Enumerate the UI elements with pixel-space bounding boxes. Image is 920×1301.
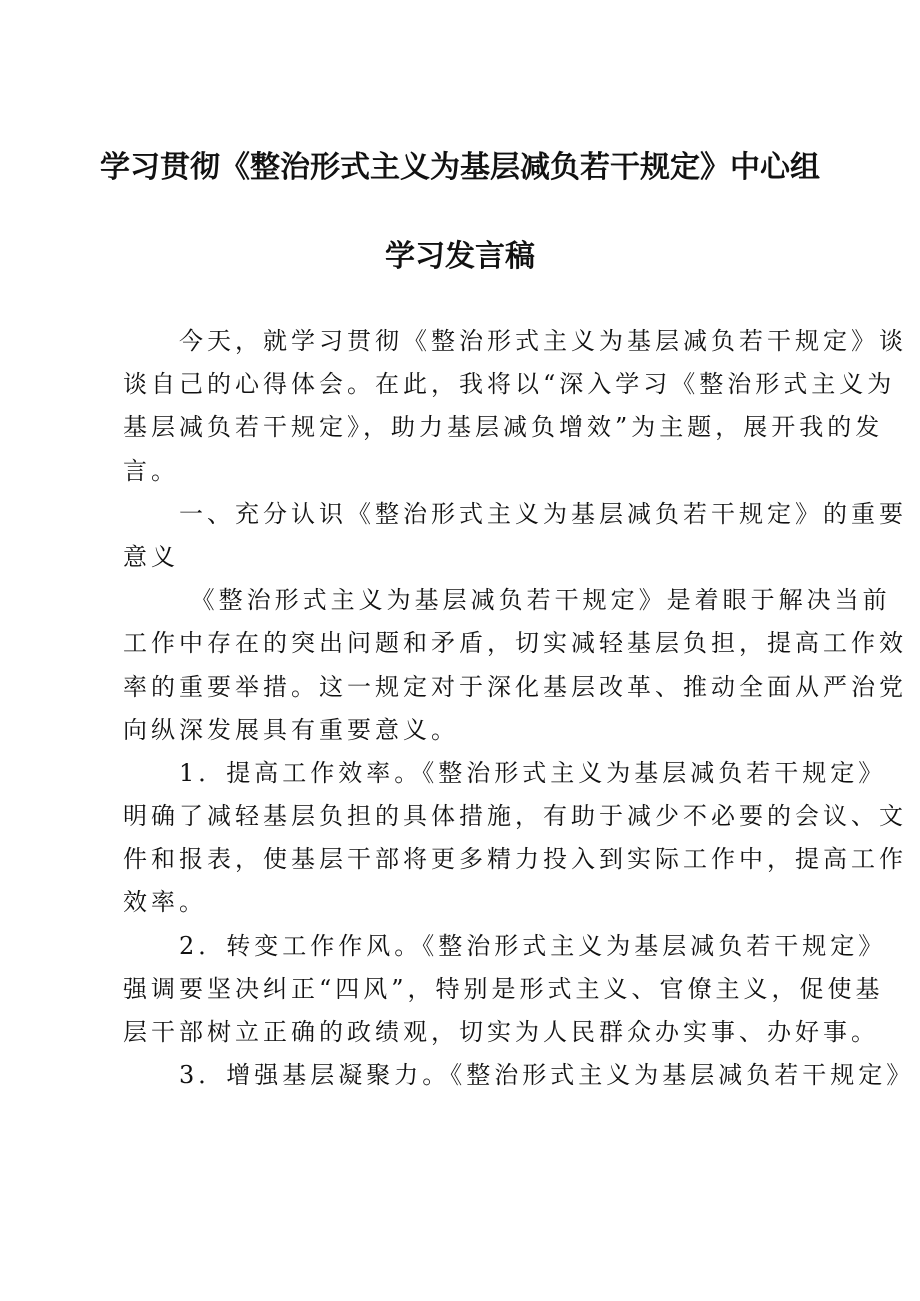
title-line-1: 学习贯彻《整治形式主义为基层减负若干规定》中心组: [100, 150, 820, 185]
text-line: 效率。: [123, 888, 207, 917]
text-line: 工作中存在的突出问题和矛盾，切实减轻基层负担，提高工作效: [123, 629, 907, 658]
text-line: 件和报表，使基层干部将更多精力投入到实际工作中，提高工作: [123, 845, 907, 874]
title-line-2: 学习发言稿: [385, 239, 535, 274]
text-line: 2．转变工作作风。《整治形式主义为基层减负若干规定》: [123, 931, 887, 960]
paragraph-point-2: [123, 925, 887, 1055]
body-text: [123, 320, 915, 1097]
text-line: 层干部树立正确的政绩观，切实为人民群众办实事、办好事。: [123, 1018, 879, 1046]
text-line: 向纵深发展具有重要意义。: [123, 715, 459, 744]
section-heading-1: [123, 493, 907, 579]
text-line: 强调要坚决纠正“四风”，特别是形式主义、官僚主义，促使基: [123, 974, 884, 1003]
text-line: 率的重要举措。这一规定对于深化基层改革、推动全面从严治党: [123, 672, 907, 701]
text-line: 基层减负若干规定》，助力基层减负增效”为主题，展开我的发: [123, 413, 884, 442]
text-line: 《整治形式主义为基层减负若干规定》是着眼于解决当前: [123, 586, 891, 615]
text-line: 3．增强基层凝聚力。《整治形式主义为基层减负若干规定》: [123, 1061, 915, 1090]
text-line: 明确了减轻基层负担的具体措施，有助于减少不必要的会议、文: [123, 802, 907, 831]
text-line: 今天，就学习贯彻《整治形式主义为基层减负若干规定》谈: [123, 327, 907, 355]
text-line: 谈自己的心得体会。在此，我将以“深入学习《整治形式主义为: [123, 370, 896, 399]
paragraph-point-3: [123, 1054, 915, 1097]
text-line: 言。: [123, 456, 179, 485]
paragraph-point-1: [123, 752, 907, 925]
text-line: 一、充分认识《整治形式主义为基层减负若干规定》的重要: [123, 499, 907, 528]
paragraph-significance: [123, 579, 907, 752]
paragraph-intro: [123, 320, 907, 493]
text-line: 意义: [123, 542, 179, 571]
text-line: 1．提高工作效率。《整治形式主义为基层减负若干规定》: [123, 758, 887, 787]
